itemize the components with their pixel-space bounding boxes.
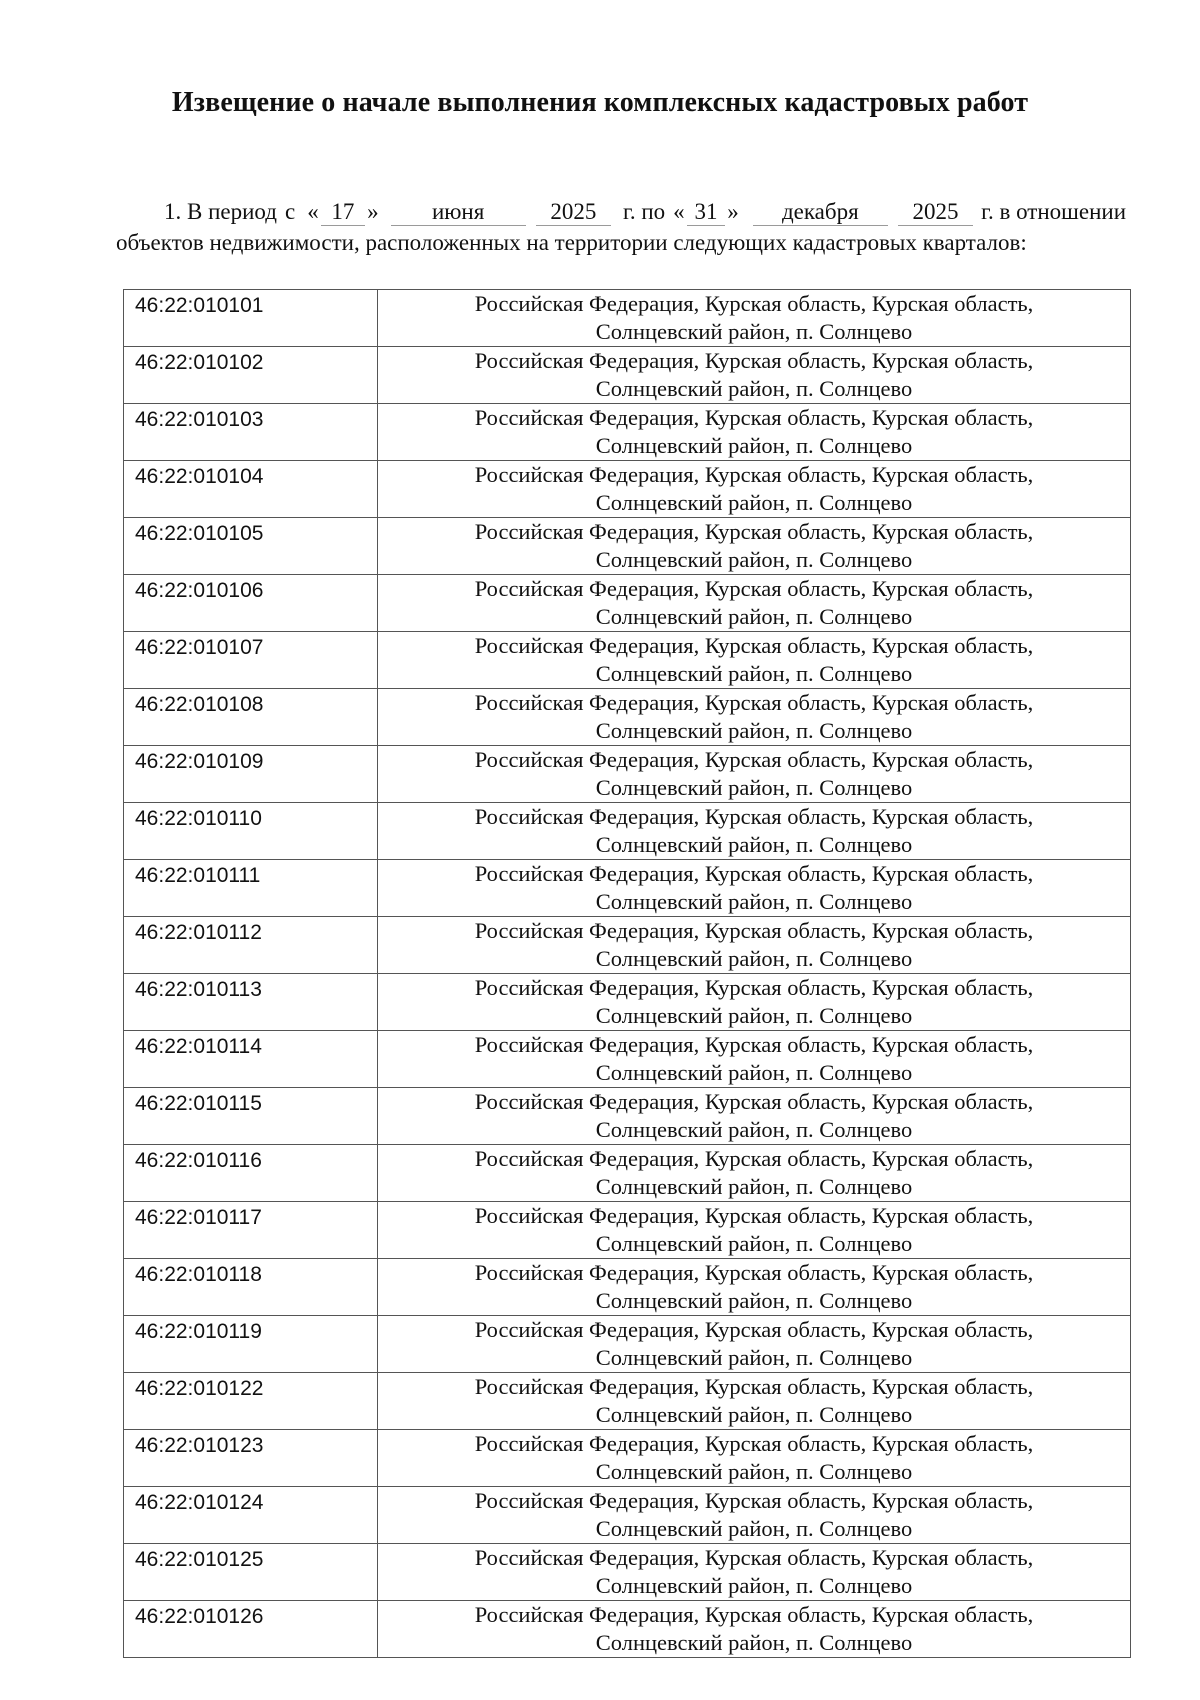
address-cell: [378, 1601, 1131, 1658]
cadastral-number: 46:22:010125: [135, 1548, 264, 1571]
address-line-1: Российская Федерация, Курская область, Курская область,: [474, 1203, 1034, 1228]
cadastral-number: 46:22:010123: [135, 1434, 264, 1457]
address-line-1: Российская Федерация, Курская область, Курская область,: [474, 633, 1034, 658]
address-line-1: Российская Федерация, Курская область, Курская область,: [474, 747, 1034, 772]
cadastral-number-cell: [124, 917, 378, 974]
cadastral-number-cell: [124, 803, 378, 860]
address-cell: [378, 974, 1131, 1031]
table-row: [124, 803, 1131, 860]
address-line-1: Российская Федерация, Курская область, Курская область,: [474, 804, 1034, 829]
address-cell: [378, 632, 1131, 689]
address-line-1: Российская Федерация, Курская область, Курская область,: [474, 1032, 1034, 1057]
cadastral-number: 46:22:010116: [135, 1149, 262, 1172]
cadastral-number-cell: [124, 518, 378, 575]
table-row: [124, 347, 1131, 404]
address-line-1: Российская Федерация, Курская область, Курская область,: [474, 690, 1034, 715]
end-open-quote: «: [673, 199, 685, 224]
document-title: Извещение о начале выполнения комплексных кадастровых работ: [171, 87, 1029, 118]
intro-mid-text: г. по: [622, 199, 666, 224]
address-cell: [378, 1145, 1131, 1202]
address-line-2: Солнцевский район, п. Солнцево: [595, 832, 913, 857]
cadastral-number-cell: [124, 1601, 378, 1658]
table-row: [124, 1259, 1131, 1316]
cadastral-number-cell: [124, 290, 378, 347]
cadastral-number: 46:22:010112: [135, 921, 262, 944]
table-row: [124, 1145, 1131, 1202]
address-line-1: Российская Федерация, Курская область, Курская область,: [474, 1374, 1034, 1399]
intro-period-line: [116, 196, 1126, 227]
cadastral-number-cell: [124, 1373, 378, 1430]
address-cell: [378, 689, 1131, 746]
table-row: [124, 860, 1131, 917]
cadastral-number: 46:22:010109: [135, 750, 264, 773]
address-line-2: Солнцевский район, п. Солнцево: [595, 319, 913, 344]
cadastral-number-cell: [124, 746, 378, 803]
address-line-2: Солнцевский район, п. Солнцево: [595, 433, 913, 458]
address-line-2: Солнцевский район, п. Солнцево: [595, 889, 913, 914]
address-line-1: Российская Федерация, Курская область, Курская область,: [474, 861, 1034, 886]
address-cell: [378, 1544, 1131, 1601]
table-row: [124, 461, 1131, 518]
cadastral-number: 46:22:010122: [135, 1377, 264, 1400]
address-cell: [378, 1373, 1131, 1430]
address-line-1: Российская Федерация, Курская область, Курская область,: [474, 519, 1034, 544]
address-line-2: Солнцевский район, п. Солнцево: [595, 1288, 913, 1313]
cadastral-number-cell: [124, 1544, 378, 1601]
cadastral-number-cell: [124, 461, 378, 518]
intro-objects-line: объектов недвижимости, расположенных на территории следующих кадастровых кварталов:: [116, 230, 1027, 255]
cadastral-number: 46:22:010110: [135, 807, 262, 830]
address-line-2: Солнцевский район, п. Солнцево: [595, 604, 913, 629]
address-line-2: Солнцевский район, п. Солнцево: [595, 1117, 913, 1142]
table-row: [124, 575, 1131, 632]
address-line-1: Российская Федерация, Курская область, Курская область,: [474, 576, 1034, 601]
cadastral-number-cell: [124, 1145, 378, 1202]
cadastral-quarters-table: [123, 289, 1131, 1658]
address-line-1: Российская Федерация, Курская область, Курская область,: [474, 405, 1034, 430]
address-line-1: Российская Федерация, Курская область, Курская область,: [474, 462, 1034, 487]
address-cell: [378, 461, 1131, 518]
cadastral-number: 46:22:010103: [135, 408, 264, 431]
start-month-field: июня: [391, 199, 526, 226]
end-month-field: декабря: [753, 199, 888, 226]
cadastral-number-cell: [124, 1316, 378, 1373]
cadastral-quarters-body: [124, 290, 1131, 1658]
cadastral-number-cell: [124, 1259, 378, 1316]
cadastral-number: 46:22:010104: [135, 465, 264, 488]
address-cell: [378, 290, 1131, 347]
address-line-2: Солнцевский район, п. Солнцево: [595, 376, 913, 401]
address-line-1: Российская Федерация, Курская область, Курская область,: [474, 1545, 1034, 1570]
address-cell: [378, 803, 1131, 860]
address-line-2: Солнцевский район, п. Солнцево: [595, 946, 913, 971]
address-cell: [378, 518, 1131, 575]
start-year-field: 2025: [536, 199, 611, 226]
table-row: [124, 1088, 1131, 1145]
address-line-1: Российская Федерация, Курская область, Курская область,: [474, 918, 1034, 943]
address-line-1: Российская Федерация, Курская область, Курская область,: [474, 1260, 1034, 1285]
end-day-field: 31: [687, 199, 726, 226]
start-close-quote: »: [367, 199, 379, 224]
address-cell: [378, 347, 1131, 404]
cadastral-number: 46:22:010111: [135, 864, 261, 887]
address-line-2: Солнцевский район, п. Солнцево: [595, 1174, 913, 1199]
table-row: [124, 917, 1131, 974]
cadastral-number: 46:22:010113: [135, 978, 262, 1001]
table-row: [124, 1373, 1131, 1430]
cadastral-number-cell: [124, 1202, 378, 1259]
address-line-2: Солнцевский район, п. Солнцево: [595, 1231, 913, 1256]
table-row: [124, 518, 1131, 575]
address-cell: [378, 917, 1131, 974]
address-line-1: Российская Федерация, Курская область, Курская область,: [474, 291, 1034, 316]
table-row: [124, 1430, 1131, 1487]
table-row: [124, 1487, 1131, 1544]
cadastral-number: 46:22:010101: [135, 294, 264, 317]
intro-from-word: с: [284, 199, 296, 224]
cadastral-number-cell: [124, 1088, 378, 1145]
table-row: [124, 404, 1131, 461]
address-line-2: Солнцевский район, п. Солнцево: [595, 1060, 913, 1085]
address-line-2: Солнцевский район, п. Солнцево: [595, 1516, 913, 1541]
table-row: [124, 746, 1131, 803]
end-year-field: 2025: [898, 199, 973, 226]
cadastral-number: 46:22:010107: [135, 636, 264, 659]
address-cell: [378, 1430, 1131, 1487]
cadastral-number-cell: [124, 575, 378, 632]
address-line-2: Солнцевский район, п. Солнцево: [595, 1459, 913, 1484]
cadastral-number: 46:22:010102: [135, 351, 264, 374]
address-line-1: Российская Федерация, Курская область, Курская область,: [474, 1602, 1034, 1627]
address-line-1: Российская Федерация, Курская область, Курская область,: [474, 1488, 1034, 1513]
address-cell: [378, 1487, 1131, 1544]
intro-paragraph: [116, 196, 1126, 258]
address-cell: [378, 1088, 1131, 1145]
cadastral-number: 46:22:010126: [135, 1605, 264, 1628]
address-cell: [378, 404, 1131, 461]
start-day-field: 17: [321, 199, 365, 226]
address-cell: [378, 1031, 1131, 1088]
cadastral-number-cell: [124, 1487, 378, 1544]
cadastral-number: 46:22:010114: [135, 1035, 262, 1058]
address-line-2: Солнцевский район, п. Солнцево: [595, 1003, 913, 1028]
table-row: [124, 1202, 1131, 1259]
address-line-1: Российская Федерация, Курская область, Курская область,: [474, 348, 1034, 373]
cadastral-number-cell: [124, 860, 378, 917]
address-line-1: Российская Федерация, Курская область, Курская область,: [474, 1146, 1034, 1171]
address-line-2: Солнцевский район, п. Солнцево: [595, 1402, 913, 1427]
address-cell: [378, 860, 1131, 917]
start-open-quote: «: [307, 199, 319, 224]
intro-prefix: 1. В период: [164, 199, 277, 224]
end-close-quote: »: [727, 199, 739, 224]
address-cell: [378, 1202, 1131, 1259]
cadastral-number-cell: [124, 347, 378, 404]
table-row: [124, 1316, 1131, 1373]
cadastral-number: 46:22:010117: [135, 1206, 262, 1229]
address-cell: [378, 746, 1131, 803]
table-row: [124, 1544, 1131, 1601]
cadastral-number-cell: [124, 974, 378, 1031]
address-cell: [378, 1316, 1131, 1373]
cadastral-number: 46:22:010118: [135, 1263, 262, 1286]
address-line-2: Солнцевский район, п. Солнцево: [595, 1630, 913, 1655]
address-line-2: Солнцевский район, п. Солнцево: [595, 1345, 913, 1370]
address-line-2: Солнцевский район, п. Солнцево: [595, 661, 913, 686]
address-line-2: Солнцевский район, п. Солнцево: [595, 490, 913, 515]
cadastral-number-cell: [124, 689, 378, 746]
address-line-1: Российская Федерация, Курская область, Курская область,: [474, 1089, 1034, 1114]
cadastral-number-cell: [124, 1430, 378, 1487]
table-row: [124, 632, 1131, 689]
address-line-2: Солнцевский район, п. Солнцево: [595, 547, 913, 572]
address-line-2: Солнцевский район, п. Солнцево: [595, 718, 913, 743]
table-row: [124, 974, 1131, 1031]
cadastral-number: 46:22:010108: [135, 693, 264, 716]
table-row: [124, 1601, 1131, 1658]
intro-tail-text: г. в отношении: [981, 199, 1127, 224]
address-line-1: Российская Федерация, Курская область, Курская область,: [474, 975, 1034, 1000]
cadastral-number: 46:22:010105: [135, 522, 264, 545]
cadastral-number-cell: [124, 632, 378, 689]
table-row: [124, 1031, 1131, 1088]
address-line-1: Российская Федерация, Курская область, Курская область,: [474, 1431, 1034, 1456]
address-cell: [378, 1259, 1131, 1316]
address-line-2: Солнцевский район, п. Солнцево: [595, 775, 913, 800]
cadastral-number-cell: [124, 1031, 378, 1088]
cadastral-number: 46:22:010119: [135, 1320, 262, 1343]
cadastral-number: 46:22:010124: [135, 1491, 264, 1514]
cadastral-number-cell: [124, 404, 378, 461]
table-row: [124, 689, 1131, 746]
address-line-2: Солнцевский район, п. Солнцево: [595, 1573, 913, 1598]
address-line-1: Российская Федерация, Курская область, Курская область,: [474, 1317, 1034, 1342]
cadastral-number: 46:22:010106: [135, 579, 264, 602]
address-cell: [378, 575, 1131, 632]
cadastral-number: 46:22:010115: [135, 1092, 262, 1115]
table-row: [124, 290, 1131, 347]
